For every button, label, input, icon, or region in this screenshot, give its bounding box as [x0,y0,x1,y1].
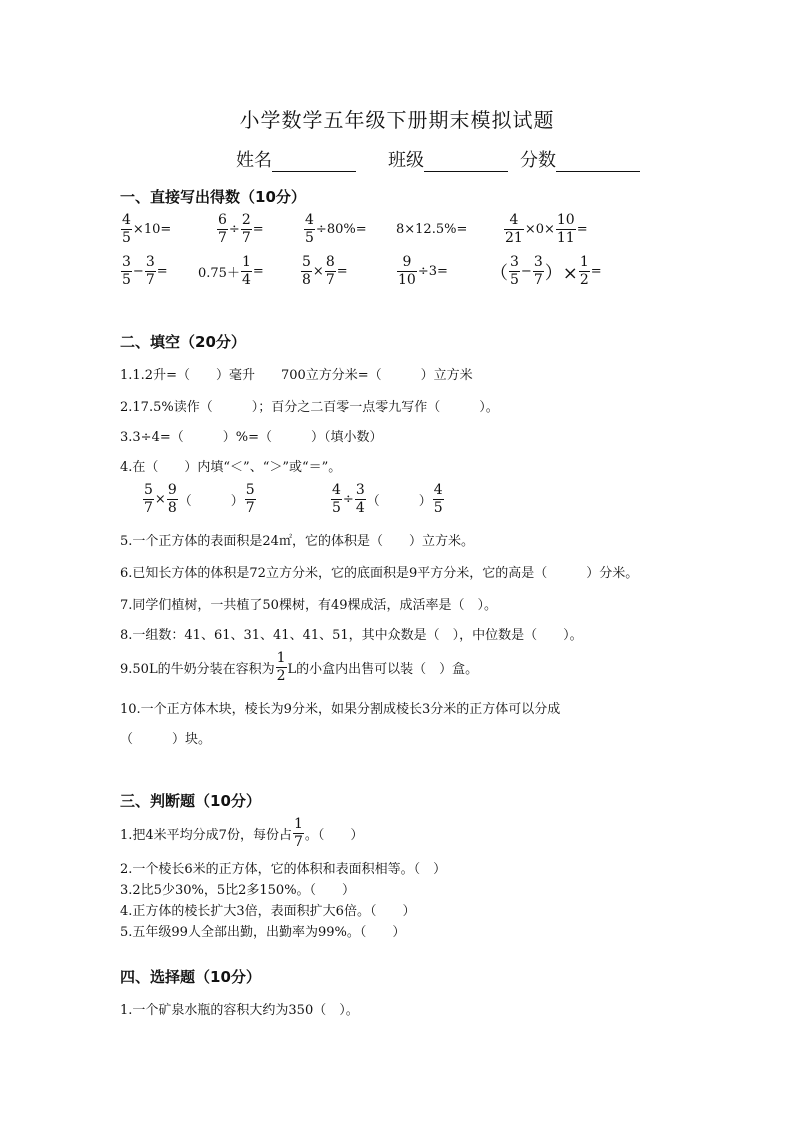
calc-5: $\frac{4}{21}$ ×0× $\frac{10}{11}$ = [505,212,588,246]
calc-9: $\frac{9}{10}$ ÷3= [398,254,448,288]
class-field [388,146,508,172]
calc-1: $\frac{4}{5}$ ×10= [122,212,172,246]
fill-q7: 7.同学们植树，一共植了50棵树，有49棵成活，成活率是（ ）。 [120,598,497,613]
judge-q5: 5.五年级99人全部出勤，出勤率为99%。（ ） [120,925,406,940]
judge-q2: 2.一个棱长6米的正方体，它的体积和表面积相等。（ ） [120,862,447,877]
score-field [520,146,640,172]
compare-1: $\frac{5}{7}$ × $\frac{9}{8}$ （ ） $\frac{5}{7}$ [144,482,255,516]
fill-q2: 2.17.5%读作（ ）；百分之二百零一点零九写作（ ）。 [120,400,499,415]
calc-2: $\frac{6}{7}$ ÷ $\frac{2}{7}$ = [218,212,264,246]
fill-q5: 5.一个正方体的表面积是24㎡，它的体积是（ ）立方米。 [120,534,474,549]
class-blank[interactable] [424,153,508,172]
name-blank[interactable] [272,153,356,172]
section-2-heading: 二、填空（20分） [120,333,246,351]
score-label: 分数 [520,150,556,171]
fill-q4: 4.在（ ）内填“＜”、“＞”或“＝”。 [120,460,342,475]
class-label: 班级 [388,150,424,171]
fill-q10-line2: （ ）块。 [120,732,212,747]
name-label: 姓名 [236,150,272,171]
section-4-heading: 四、选择题（10分） [120,968,261,986]
calc-8: $\frac{5}{8}$ × $\frac{8}{7}$ = [302,254,348,288]
score-blank[interactable] [556,153,640,172]
judge-q4: 4.正方体的棱长扩大3倍，表面积扩大6倍。（ ） [120,904,416,919]
judge-q3: 3.2比5少30%，5比2多150%。（ ） [120,883,356,898]
calc-3: $\frac{4}{5}$ ÷80%= [305,212,367,246]
fill-q3: 3.3÷4=（ ）%=（ ）（填小数） [120,430,383,445]
fill-q1: 1.1.2升=（ ）毫升 700立方分米=（ ）立方米 [120,368,473,383]
name-field [236,146,356,172]
choice-q1: 1.一个矿泉水瓶的容积大约为350（ ）。 [120,1003,359,1018]
section-3-heading: 三、判断题（10分） [120,792,261,810]
fill-q9: 9.50L的牛奶分装在容积为 $\frac{1}{2}$ L的小盒内出售可以装（ ）盒。 [120,650,479,684]
fill-q10-line1: 10.一个正方体木块，棱长为9分米，如果分割成棱长3分米的正方体可以分成 [120,702,561,717]
fill-q6: 6.已知长方体的体积是72立方分米，它的底面积是9平方分米，它的高是（ ）分米。 [120,566,639,581]
compare-2: $\frac{4}{5}$ ÷ $\frac{3}{4}$ （ ） $\frac{4}{5}$ [332,482,443,516]
calc-4: 8×12.5%= [396,222,468,237]
judge-q1: 1.把4米平均分成7份，每份占 $\frac{1}{7}$ 。（ ） [120,816,364,850]
calc-7: 0.75＋ $\frac{1}{4}$ = [198,254,264,288]
fill-q8: 8.一组数：41、61、31、41、41、51，其中众数是（ ），中位数是（ ）。 [120,628,583,643]
calc-6: $\frac{3}{5}$ − $\frac{3}{7}$ = [122,254,168,288]
page-title: 小学数学五年级下册期末模拟试题 [239,108,555,132]
section-1-heading: 一、直接写出得数（10分） [120,188,306,206]
calc-10: （ $\frac{3}{5}$ − $\frac{3}{7}$ ）× $\frac{1}{2}$ = [490,254,602,288]
